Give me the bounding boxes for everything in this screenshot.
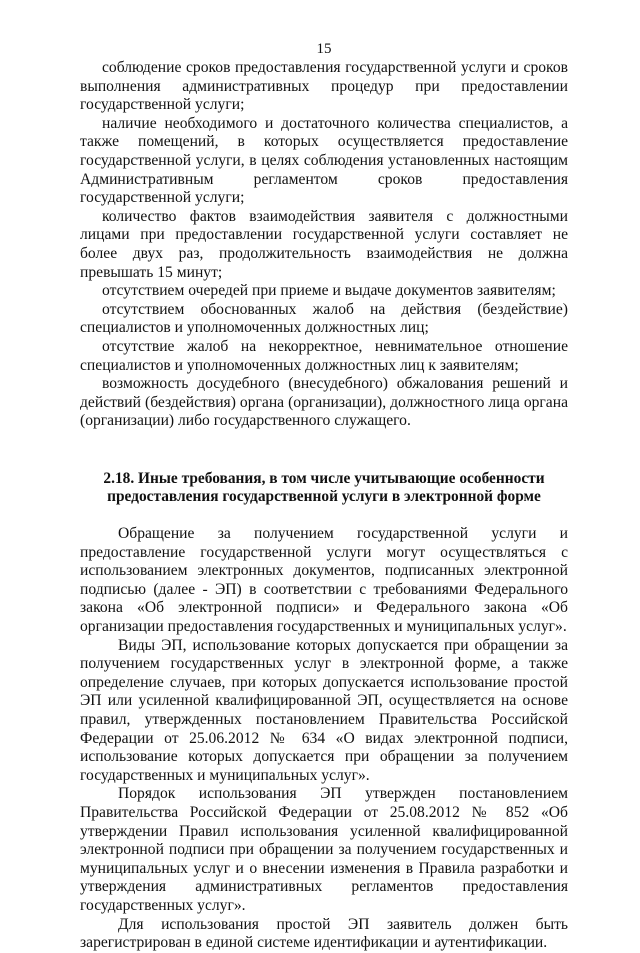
quality-indicators-list xyxy=(80,59,568,431)
section-body xyxy=(80,525,568,953)
list-item: отсутствие жалоб на некорректное, невнимательное отношение специалистов и уполномоченных должностных лиц к заявителям; xyxy=(80,337,568,374)
list-item: наличие необходимого и достаточного количества специалистов, а также помещений, в которых осуществляется предоставление государственной услуги, в целях соблюдения установленных настоящим Административным регламентом сроков предоставления государственной услуги; xyxy=(80,114,568,207)
section-heading-line: 2.18. Иные требования, в том числе учитывающие особенности xyxy=(103,469,545,487)
list-item: возможность досудебного (внесудебного) обжалования решений и действий (бездействия) органа (организации), должностного лица органа (организации) либо государственного служащего. xyxy=(80,375,568,430)
list-item: соблюдение сроков предоставления государственной услуги и сроков выполнения административных процедур при предоставлении государственной услуги; xyxy=(80,59,568,114)
section-heading xyxy=(80,470,568,507)
paragraph: Порядок использования ЭП утвержден постановлением Правительства Российской Федерации от 25.08.2012 № 852 «Об утверждении Правил использования усиленной квалифицированной электронной подписи при обращении за получением государственных и муниципальных услуг и о внесении изменения в Правила разработки и утверждения административных регламентов предоставления государственных услуг». xyxy=(80,785,568,914)
section-heading-line: предоставления государственной услуги в электронной форме xyxy=(107,488,541,506)
page-number: 15 xyxy=(316,41,332,57)
list-item: отсутствием очередей при приеме и выдаче документов заявителям; xyxy=(102,282,556,300)
paragraph: Обращение за получением государственной услуги и предоставление государственной услуги могут осуществляться с использованием электронных документов, подписанных электронной подписью (далее - ЭП) в соответствии с требованиями Федерального закона «Об электронной подписи» и Федерального закона «Об организации предоставления государственных и муниципальных услуг». xyxy=(80,525,568,636)
list-item: отсутствием обоснованных жалоб на действия (бездействие) специалистов и уполномоченных должностных лиц; xyxy=(80,300,568,337)
paragraph: Виды ЭП, использование которых допускается при обращении за получением государственных услуг в электронной форме, а также определение случаев, при которых допускается использование простой ЭП или усиленной квалифицированной ЭП, осуществляется на основе правил, утвержденных постановлением Правительства Российской Федерации от 25.06.2012 № 634 «О видах электронной подписи, использование которых допускается при обращении за получением государственных и муниципальных услуг». xyxy=(80,636,568,784)
paragraph: Для использования простой ЭП заявитель должен быть зарегистрирован в единой системе идентификации и аутентификации. xyxy=(80,915,568,952)
list-item: количество фактов взаимодействия заявителя с должностными лицами при предоставлении государственной услуги составляет не более двух раз, продолжительность взаимодействия не должна превышать 15 минут; xyxy=(80,207,568,281)
document-page xyxy=(80,40,568,953)
